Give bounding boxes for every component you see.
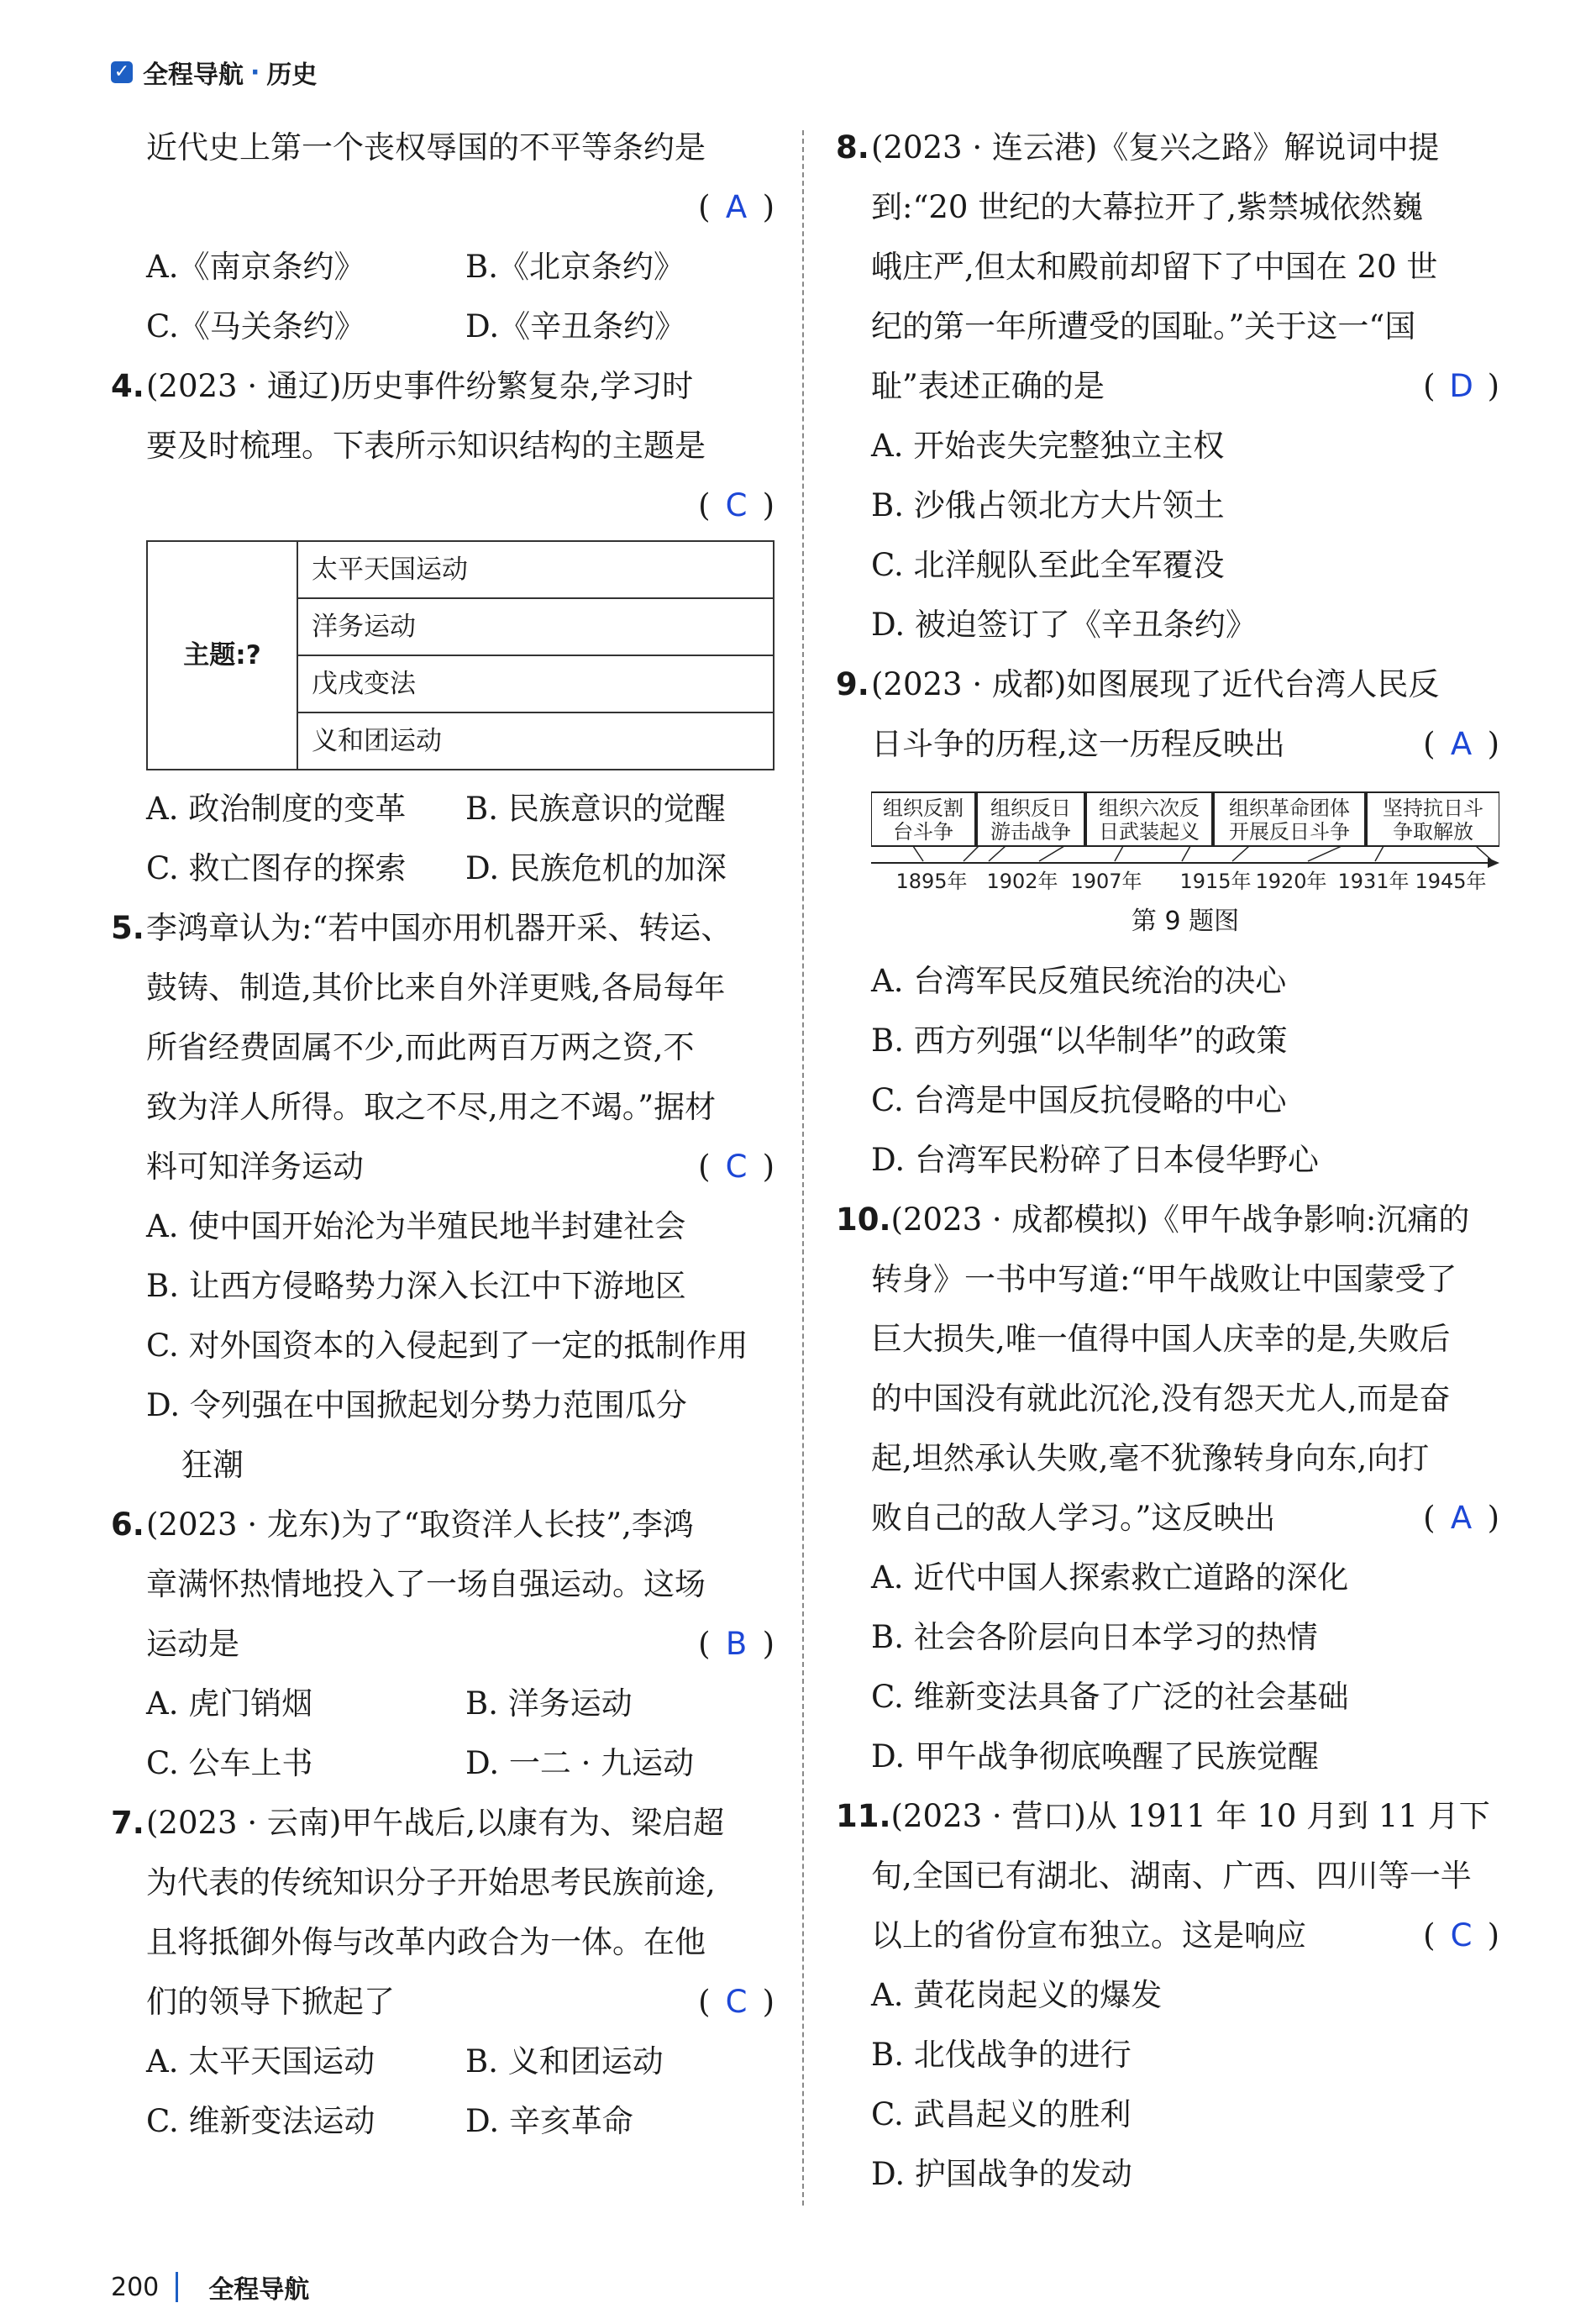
q5-option-a: A. 使中国开始沦为半殖民地半封建社会 <box>146 1208 686 1244</box>
q7-text4: 们的领导下掀起了 <box>146 1984 395 2020</box>
timeline-box-5-line2: 争取解放 <box>1393 820 1473 844</box>
q8-line2: 到:“20 世纪的大幕拉开了,紫禁城依然巍 <box>871 189 1423 225</box>
q4-line2: 要及时梳理。下表所示知识结构的主题是 <box>146 428 706 464</box>
q11-text3: 以上的省份宣布独立。这是响应 <box>871 1917 1306 1953</box>
q3-options-cd <box>111 297 774 356</box>
question-5 <box>111 898 774 1495</box>
q6-text1: (2023 · 龙东)为了“取资洋人长技”,李鸿 <box>146 1506 694 1543</box>
q4-answer: C <box>725 487 748 523</box>
q7-option-a: A. 太平天国运动 <box>146 2043 375 2080</box>
question-11 <box>836 1786 1499 2204</box>
answer-bracket: ( C ) <box>698 1137 774 1196</box>
q7-answer: C <box>725 1984 748 2020</box>
q9-text1: (2023 · 成都)如图展现了近代台湾人民反 <box>871 666 1440 702</box>
q3-answer: A <box>725 189 748 225</box>
question-8 <box>836 118 1499 655</box>
q7-option-b: B. 义和团运动 <box>465 2043 664 2080</box>
q11-option-a: A. 黄花岗起义的爆发 <box>871 1977 1163 2013</box>
footer-title: 全程导航 <box>208 2275 310 2305</box>
q6-text3: 运动是 <box>146 1626 239 1662</box>
timeline-box-1-line1: 组织反割 <box>883 797 964 820</box>
q3-option-c: C.《马关条约》 <box>146 308 365 344</box>
q10-line3: 巨大损失,唯一值得中国人庆幸的是,失败后 <box>871 1321 1451 1357</box>
q6-line2: 章满怀热情地投入了一场自强运动。这场 <box>146 1566 706 1602</box>
q9-line1 <box>836 655 1499 714</box>
timeline-year: 1895年 <box>895 870 968 891</box>
left-column <box>111 118 774 2151</box>
q10-line6 <box>836 1488 1499 1548</box>
q4-options-cd <box>111 839 774 898</box>
q11-line3 <box>836 1906 1499 1965</box>
q7-text1: (2023 · 云南)甲午战后,以康有为、梁启超 <box>146 1805 725 1841</box>
answer-bracket: ( C ) <box>698 1972 774 2032</box>
q6-option-b: B. 洋务运动 <box>465 1685 633 1722</box>
q6-number: 6. <box>111 1506 144 1543</box>
q9-number: 9. <box>836 666 869 702</box>
header-dot: · <box>250 57 260 87</box>
q8-answer: D <box>1449 368 1473 404</box>
q4-number: 4. <box>111 368 144 404</box>
q11-option-b: B. 北伐战争的进行 <box>871 2037 1132 2073</box>
q5-line4: 致为洋人所得。取之不尽,用之不竭。”据材 <box>146 1089 717 1125</box>
question-7 <box>111 1793 774 2151</box>
q3-line1: 近代史上第一个丧权辱国的不平等条约是 <box>146 129 706 166</box>
q5-option-d: D. 令列强在中国掀起划分势力范围瓜分 <box>146 1387 687 1423</box>
q6-option-c: C. 公车上书 <box>146 1745 313 1781</box>
timeline-year: 1945年 <box>1415 870 1487 891</box>
q9-option-a: A. 台湾军民反殖民统治的决心 <box>871 963 1287 999</box>
q7-options-cd <box>111 2091 774 2151</box>
column-divider <box>802 130 804 2206</box>
page-number: 200 <box>111 2272 160 2302</box>
q6-line1 <box>111 1495 774 1554</box>
header-title: 全程导航 <box>143 60 244 90</box>
q3-option-a: A.《南京条约》 <box>146 249 365 285</box>
table-row: 义和团运动 <box>297 712 774 770</box>
q5-number: 5. <box>111 910 144 946</box>
q5-text5: 料可知洋务运动 <box>146 1149 364 1185</box>
timeline-box-4-line2: 开展反日斗争 <box>1229 820 1350 844</box>
q6-option-d: D. 一二 · 九运动 <box>465 1745 695 1781</box>
q7-option-d: D. 辛亥革命 <box>465 2103 633 2139</box>
q8-option-d: D. 被迫签订了《辛丑条约》 <box>871 607 1257 643</box>
q8-text1: (2023 · 连云港)《复兴之路》解说词中提 <box>871 129 1440 166</box>
q9-option-c: C. 台湾是中国反抗侵略的中心 <box>871 1082 1287 1118</box>
q6-options-ab <box>111 1674 774 1733</box>
q4-option-d: D. 民族危机的加深 <box>465 850 727 886</box>
q11-answer: C <box>1450 1917 1473 1953</box>
answer-bracket: ( A ) <box>1423 714 1499 774</box>
q9-text2: 日斗争的历程,这一历程反映出 <box>871 726 1285 762</box>
q3-options-ab <box>111 237 774 297</box>
q6-option-a: A. 虎门销烟 <box>146 1685 313 1722</box>
q3-option-b: B.《北京条约》 <box>465 249 685 285</box>
q8-text5: 耻”表述正确的是 <box>871 368 1105 404</box>
answer-bracket: ( B ) <box>698 1614 774 1674</box>
q9-line2 <box>836 714 1499 774</box>
page-header <box>111 52 317 92</box>
q11-option-d: D. 护国战争的发动 <box>871 2156 1132 2192</box>
q9-option-b: B. 西方列强“以华制华”的政策 <box>871 1023 1288 1059</box>
q11-number: 11. <box>836 1798 891 1834</box>
q8-option-c: C. 北洋舰队至此全军覆没 <box>871 547 1225 583</box>
table-row: 洋务运动 <box>297 598 774 655</box>
q4-option-c: C. 救亡图存的探索 <box>146 850 407 886</box>
answer-bracket: ( A ) <box>698 177 774 237</box>
q7-line1 <box>111 1793 774 1853</box>
q5-answer: C <box>725 1149 748 1185</box>
timeline-box-2-line2: 游击战争 <box>990 820 1071 844</box>
q4-option-a: A. 政治制度的变革 <box>146 791 407 827</box>
timeline-box-5-line1: 坚持抗日斗 <box>1383 797 1483 820</box>
q4-options-ab <box>111 779 774 839</box>
timeline-figure <box>871 791 1499 891</box>
q7-number: 7. <box>111 1805 144 1841</box>
knowledge-structure-table <box>146 540 774 770</box>
q8-line1 <box>836 118 1499 177</box>
q10-option-d: D. 甲午战争彻底唤醒了民族觉醒 <box>871 1738 1319 1775</box>
q10-answer: A <box>1450 1500 1473 1536</box>
answer-bracket: ( A ) <box>1423 1488 1499 1548</box>
q7-line3: 且将抵御外侮与改革内政合为一体。在他 <box>146 1924 706 1960</box>
timeline-box-4-line1: 组织革命团体 <box>1229 797 1350 820</box>
q10-line4: 的中国没有就此沉沦,没有怨天尤人,而是奋 <box>871 1380 1451 1417</box>
timeline-year: 1902年 <box>986 870 1058 891</box>
question-6 <box>111 1495 774 1793</box>
q10-option-b: B. 社会各阶层向日本学习的热情 <box>871 1619 1318 1655</box>
q4-option-b: B. 民族意识的觉醒 <box>465 791 726 827</box>
q8-line5 <box>836 356 1499 416</box>
question-10 <box>836 1190 1499 1786</box>
q7-line4 <box>111 1972 774 2032</box>
q6-answer: B <box>725 1626 748 1662</box>
q5-line5 <box>111 1137 774 1196</box>
q10-text1: (2023 · 成都模拟)《甲午战争影响:沉痛的 <box>890 1201 1470 1238</box>
q10-line2: 转身》一书中写道:“甲午战败让中国蒙受了 <box>871 1261 1457 1297</box>
answer-bracket: ( C ) <box>698 476 774 535</box>
timeline-year: 1931年 <box>1337 870 1410 891</box>
q6-options-cd <box>111 1733 774 1793</box>
q4-answer-line <box>111 476 774 535</box>
q9-answer: A <box>1450 726 1473 762</box>
q10-text6: 败自己的敌人学习。”这反映出 <box>871 1500 1276 1536</box>
q8-line3: 峨庄严,但太和殿前却留下了中国在 20 世 <box>871 249 1438 285</box>
q8-line4: 纪的第一年所遭受的国耻。”关于这一“国 <box>871 308 1416 344</box>
q9-option-d: D. 台湾军民粉碎了日本侵华野心 <box>871 1142 1319 1178</box>
q7-line2: 为代表的传统知识分子开始思考民族前途, <box>146 1864 716 1901</box>
figure-caption: 第 9 题图 <box>1131 907 1240 936</box>
timeline-box-2-line1: 组织反日 <box>990 797 1071 820</box>
question-3 <box>111 118 774 356</box>
q11-line1 <box>836 1786 1499 1846</box>
q7-option-c: C. 维新变法运动 <box>146 2103 375 2139</box>
page-footer <box>111 2269 309 2306</box>
table-row: 太平天国运动 <box>297 541 774 598</box>
footer-divider <box>176 2272 178 2302</box>
q5-line1 <box>111 898 774 958</box>
timeline-year: 1907年 <box>1070 870 1142 891</box>
timeline-box-3-line1: 组织六次反 <box>1099 797 1200 820</box>
q4-line1 <box>111 356 774 416</box>
timeline-arrow-icon <box>1488 858 1499 868</box>
timeline-year: 1915年 <box>1179 870 1252 891</box>
q5-option-c: C. 对外国资本的入侵起到了一定的抵制作用 <box>146 1328 748 1364</box>
q5-line2: 鼓铸、制造,其价比来自外洋更贱,各局每年 <box>146 970 726 1006</box>
q3-option-d: D.《辛丑条约》 <box>465 308 686 344</box>
timeline-box-1-line2: 台斗争 <box>893 820 953 844</box>
q8-option-b: B. 沙俄占领北方大片领土 <box>871 487 1225 523</box>
q8-number: 8. <box>836 129 869 166</box>
timeline-year: 1920年 <box>1255 870 1327 891</box>
q10-number: 10. <box>836 1201 891 1238</box>
question-4 <box>111 356 774 898</box>
q10-line1 <box>836 1190 1499 1249</box>
q5-option-b: B. 让西方侵略势力深入长江中下游地区 <box>146 1268 686 1304</box>
q8-option-a: A. 开始丧失完整独立主权 <box>871 428 1225 464</box>
timeline-box-3-line2: 日武装起义 <box>1099 820 1200 844</box>
table-row: 戊戌变法 <box>297 655 774 712</box>
timeline-svg <box>871 791 1499 891</box>
table-topic-cell: 主题:? <box>147 541 297 770</box>
q4-text1: (2023 · 通辽)历史事件纷繁复杂,学习时 <box>146 368 694 404</box>
q10-option-a: A. 近代中国人探索救亡道路的深化 <box>871 1559 1349 1596</box>
right-column <box>836 118 1499 2204</box>
q10-option-c: C. 维新变法具备了广泛的社会基础 <box>871 1679 1349 1715</box>
question-9 <box>836 655 1499 1190</box>
q11-text1: (2023 · 营口)从 1911 年 10 月到 11 月下 <box>890 1798 1490 1834</box>
answer-bracket: ( C ) <box>1423 1906 1499 1965</box>
answer-bracket: ( D ) <box>1423 356 1499 416</box>
q6-line3 <box>111 1614 774 1674</box>
q11-option-c: C. 武昌起义的胜利 <box>871 2096 1132 2132</box>
header-subject: 历史 <box>266 60 318 90</box>
q5-text1: 李鸿章认为:“若中国亦用机器开采、转运、 <box>146 910 732 946</box>
q5-option-d-cont: 狂潮 <box>181 1447 244 1483</box>
q7-options-ab <box>111 2032 774 2091</box>
q10-line5: 起,坦然承认失败,毫不犹豫转身向东,向打 <box>871 1440 1430 1476</box>
q3-answer-line <box>111 177 774 237</box>
q11-line2: 旬,全国已有湖北、湖南、广西、四川等一半 <box>871 1858 1472 1894</box>
checkbox-icon: ✓ <box>111 61 133 83</box>
q5-line3: 所省经费固属不少,而此两百万两之资,不 <box>146 1029 695 1065</box>
